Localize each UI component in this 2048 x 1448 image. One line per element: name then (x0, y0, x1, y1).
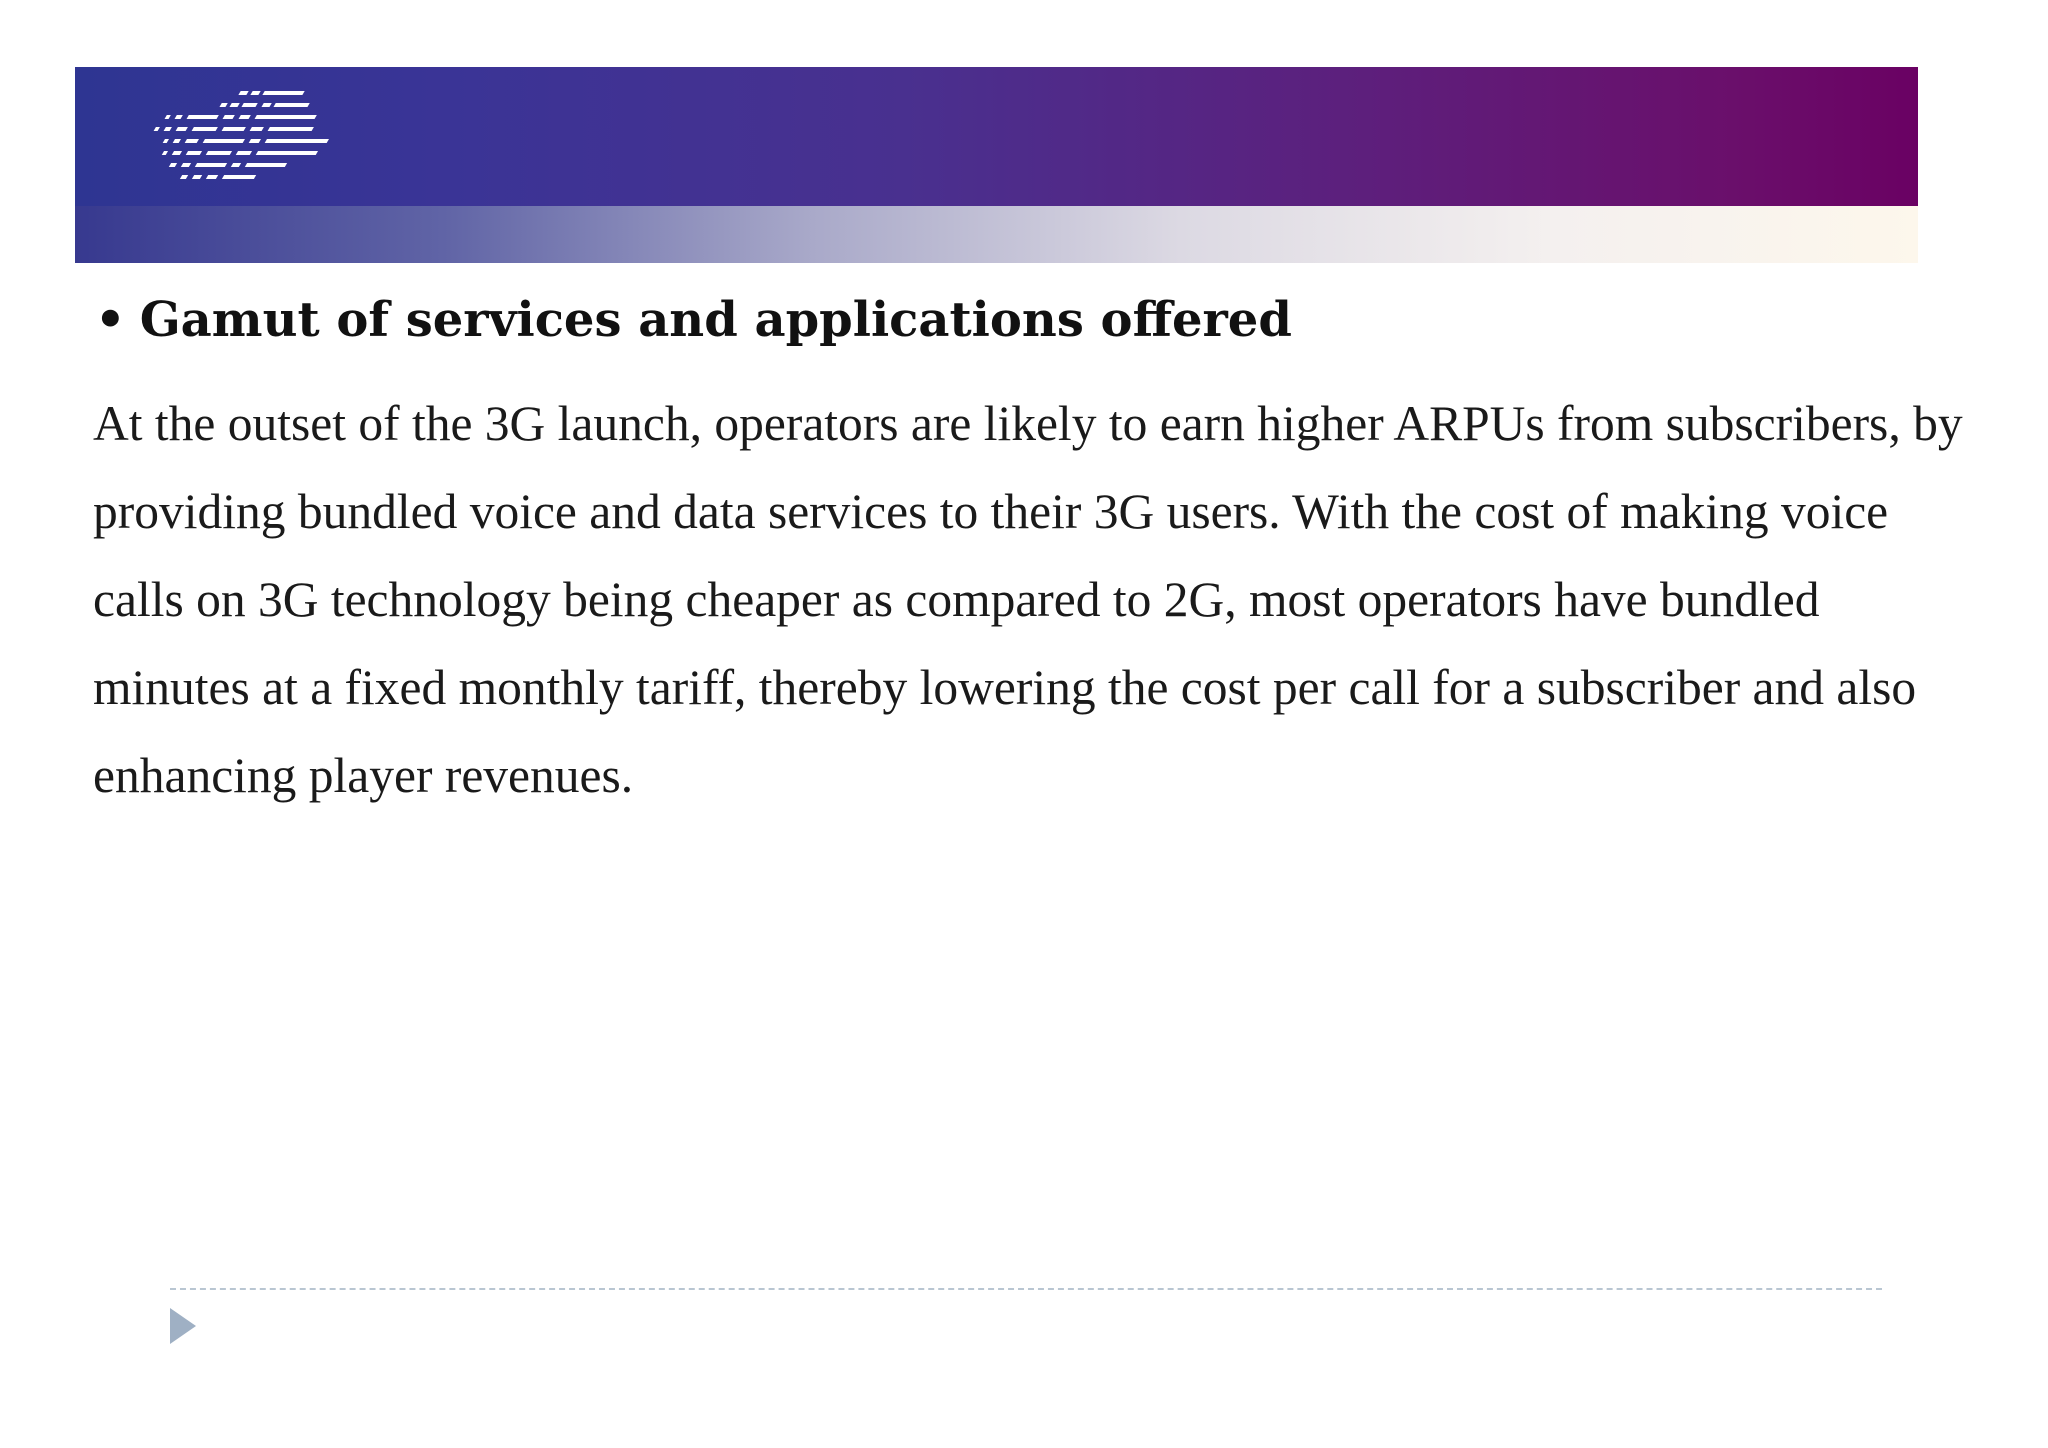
bullet-heading (95, 288, 1292, 352)
header-banner (75, 67, 1918, 263)
footer-divider (170, 1288, 1882, 1290)
bullet-marker: • (95, 292, 126, 348)
striped-logo-icon (103, 87, 403, 197)
body-paragraph: At the outset of the 3G launch, operators are likely to earn higher ARPUs from subscribers, by providing bundled voice and data services to their 3G users. With the cost of making voice calls on 3G technology being cheaper as compared to 2G, most operators have bundled minutes at a fixed monthly tariff, thereby lowering the cost per call for a subscriber and also enhancing player revenues. (93, 396, 1963, 803)
heading-text: Gamut of services and applications offered (139, 292, 1292, 348)
banner-gradient-band (75, 206, 1918, 263)
triangle-bullet-icon (170, 1308, 196, 1344)
